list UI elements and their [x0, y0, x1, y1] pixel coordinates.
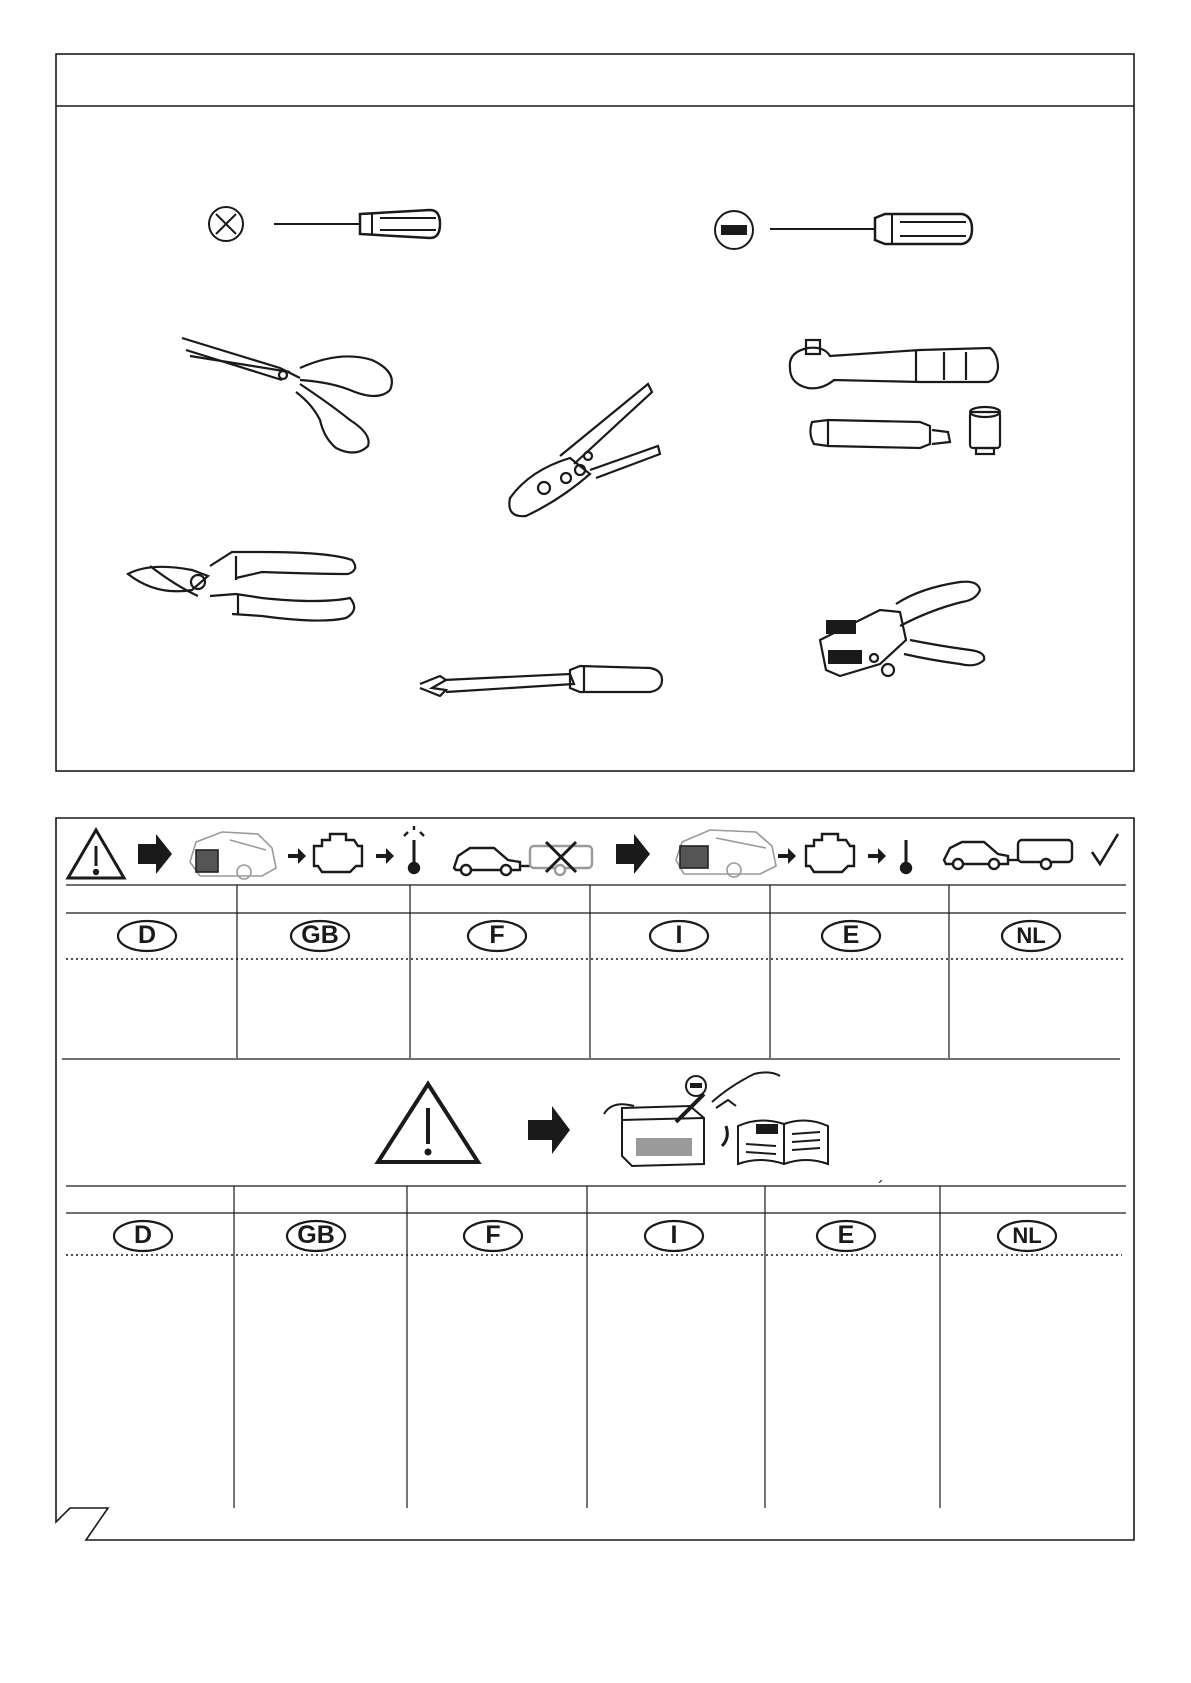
arrow-icon	[138, 834, 172, 874]
lang-code-nl: NL	[1012, 1223, 1042, 1248]
lang-code-f: F	[485, 1221, 501, 1249]
ratchet-and-sockets-illustration	[790, 340, 1000, 454]
trim-removal-tool-illustration	[420, 666, 662, 696]
stray-accent-mark: ´	[878, 1178, 884, 1198]
arrow-icon	[616, 834, 650, 874]
lang-code-d: D	[137, 921, 157, 949]
section1-icon-strip	[68, 826, 1118, 879]
flat-screwdriver-illustration	[715, 211, 972, 249]
instructions-panel	[56, 818, 1134, 1540]
lang-code-e: E	[837, 1221, 855, 1249]
section1-grid	[62, 885, 1126, 1059]
warning-triangle-icon	[378, 1084, 478, 1162]
arrow-icon	[868, 848, 886, 864]
crimping-pliers-illustration	[509, 384, 660, 516]
lang-code-i: I	[675, 921, 683, 949]
car-trailer-crossed-icon	[454, 842, 592, 875]
manual-book-icon	[722, 1120, 828, 1164]
lang-code-f: F	[489, 921, 505, 949]
car-front-icon	[190, 832, 276, 879]
phillips-screwdriver-illustration	[209, 207, 440, 241]
arrow-icon	[376, 848, 394, 864]
engine-icon	[806, 834, 854, 872]
scissors-illustration	[182, 338, 392, 453]
lang-code-d: D	[133, 1221, 153, 1249]
lang-code-gb: GB	[297, 1221, 335, 1249]
side-cutting-pliers-illustration	[128, 552, 355, 621]
lang-code-e: E	[842, 921, 860, 949]
section2-grid	[66, 1186, 1126, 1508]
arrow-icon	[288, 848, 306, 864]
car-front-icon	[676, 830, 776, 877]
car-trailer-check-icon	[944, 834, 1118, 869]
section1-language-badges	[118, 921, 1060, 951]
arrow-icon	[528, 1106, 570, 1154]
arrow-icon	[778, 848, 796, 864]
lang-code-i: I	[670, 1221, 678, 1249]
lang-code-nl: NL	[1016, 923, 1046, 948]
thermometer-icon	[901, 840, 911, 873]
lang-code-gb: GB	[301, 921, 339, 949]
section2-language-badges	[114, 1221, 1056, 1251]
engine-icon	[314, 834, 362, 872]
section2-icons	[378, 1072, 828, 1166]
wire-stripper-illustration	[820, 582, 984, 676]
warning-triangle-icon	[68, 830, 124, 878]
thermometer-icon	[404, 826, 424, 873]
